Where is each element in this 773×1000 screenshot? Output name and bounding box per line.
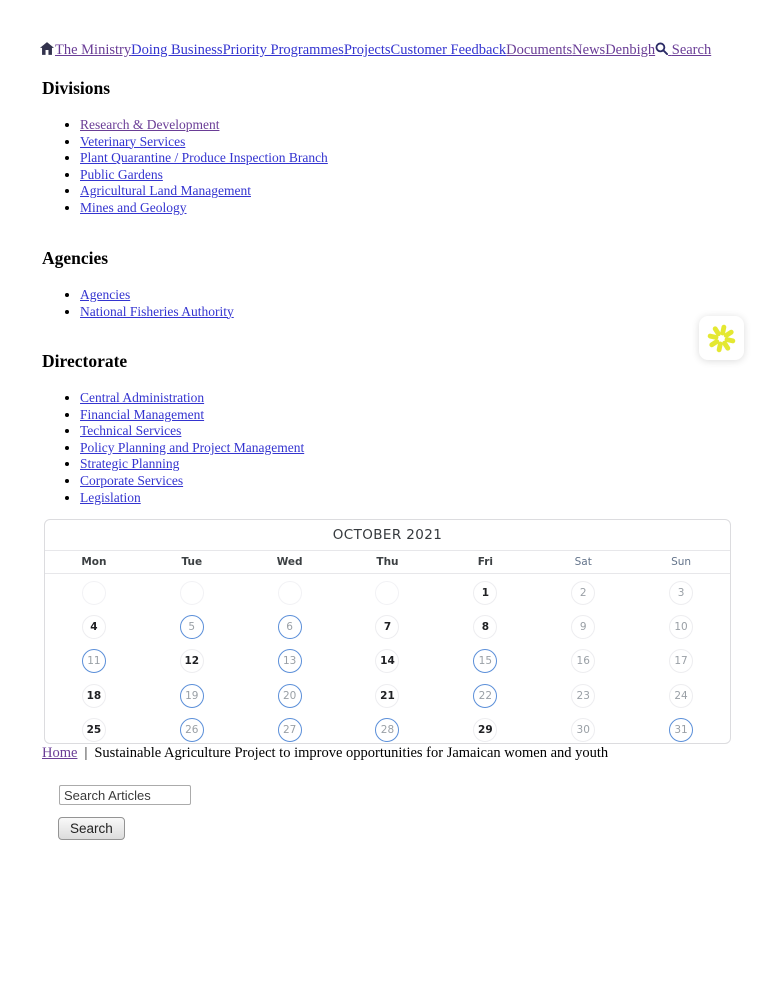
nav-link-denbigh[interactable]: Denbigh: [605, 42, 656, 58]
weekday-sun: Sun: [671, 556, 692, 568]
calendar-day-23: 23: [571, 684, 595, 708]
section-divisions: [42, 78, 328, 217]
list-item: [80, 407, 304, 424]
section-title: Directorate: [42, 351, 128, 371]
link-mines-and-geology[interactable]: Mines and Geology: [80, 199, 187, 215]
calendar-day-empty: [375, 581, 399, 605]
calendar-day-21: 21: [375, 684, 399, 708]
nav-link-priority-programmes[interactable]: Priority Programmes: [222, 42, 344, 58]
calendar-day-11[interactable]: 11: [82, 649, 106, 673]
link-technical-services[interactable]: Technical Services: [80, 423, 182, 439]
section-directorate: [42, 351, 304, 506]
link-veterinary-services[interactable]: Veterinary Services: [80, 133, 186, 149]
calendar-day-31[interactable]: 31: [669, 718, 693, 742]
calendar-day-16: 16: [571, 649, 595, 673]
link-legislation[interactable]: Legislation: [80, 489, 141, 505]
section-agencies: [42, 248, 234, 320]
link-strategic-planning[interactable]: Strategic Planning: [80, 456, 180, 472]
calendar-day-29: 29: [473, 718, 497, 742]
page-title: Sustainable Agriculture Project to improve opportunities for Jamaican women and youth: [94, 745, 609, 761]
link-central-administration[interactable]: Central Administration: [80, 390, 205, 405]
main-nav: [40, 42, 743, 59]
calendar-day-12: 12: [180, 649, 204, 673]
weekday-tue: Tue: [181, 556, 203, 568]
list-item: [80, 490, 304, 507]
list-item: [80, 150, 328, 167]
list-item: [80, 423, 304, 440]
nav-link-projects[interactable]: Projects: [343, 42, 391, 58]
calendar-day-28[interactable]: 28: [375, 718, 399, 742]
calendar-day-7: 7: [375, 615, 399, 639]
calendar-day-25: 25: [82, 718, 106, 742]
calendar-day-5[interactable]: 5: [180, 615, 204, 639]
calendar-day-3: 3: [669, 581, 693, 605]
nav-link-doing-business[interactable]: Doing Business: [131, 42, 223, 58]
weekday-wed: Wed: [276, 556, 303, 568]
list-item: [80, 287, 234, 304]
calendar-day-18: 18: [82, 684, 106, 708]
events-calendar: [44, 519, 731, 744]
nav-link-news[interactable]: News: [572, 42, 606, 58]
home-link[interactable]: [40, 42, 54, 58]
nav-link-documents[interactable]: Documents: [506, 42, 573, 58]
list-item: [80, 440, 304, 457]
calendar-day-9: 9: [571, 615, 595, 639]
calendar-day-empty: [82, 581, 106, 605]
calendar-day-26[interactable]: 26: [180, 718, 204, 742]
list-item: [80, 117, 328, 134]
calendar-weekday-row: [45, 551, 730, 574]
calendar-day-17: 17: [669, 649, 693, 673]
link-agencies[interactable]: Agencies: [80, 287, 131, 302]
breadcrumb-separator: |: [84, 745, 88, 761]
link-financial-management[interactable]: Financial Management: [80, 406, 205, 422]
calendar-day-4: 4: [82, 615, 106, 639]
search-articles-input[interactable]: [59, 785, 191, 805]
section-list: [42, 117, 328, 217]
house-icon: [40, 42, 54, 55]
section-list: [42, 287, 234, 320]
section-list: [42, 390, 304, 506]
link-research-development[interactable]: Research & Development: [80, 117, 220, 132]
list-item: [80, 473, 304, 490]
weekday-mon: Mon: [81, 556, 107, 568]
calendar-day-8: 8: [473, 615, 497, 639]
calendar-day-13[interactable]: 13: [278, 649, 302, 673]
accessibility-widget-button[interactable]: [699, 316, 744, 360]
link-corporate-services[interactable]: Corporate Services: [80, 472, 184, 488]
link-policy-planning-and-project-management[interactable]: Policy Planning and Project Management: [80, 439, 305, 455]
list-item: [80, 304, 234, 321]
breadcrumb-home-link[interactable]: Home: [42, 745, 78, 761]
calendar-day-19[interactable]: 19: [180, 684, 204, 708]
search-icon: [655, 42, 668, 55]
calendar-day-10: 10: [669, 615, 693, 639]
list-item: [80, 456, 304, 473]
weekday-sat: Sat: [574, 556, 592, 568]
calendar-day-24: 24: [669, 684, 693, 708]
calendar-day-14: 14: [375, 649, 399, 673]
link-national-fisheries-authority[interactable]: National Fisheries Authority: [80, 303, 234, 319]
link-agricultural-land-management[interactable]: Agricultural Land Management: [80, 183, 251, 199]
calendar-day-1: 1: [473, 581, 497, 605]
search-button[interactable]: Search: [58, 817, 125, 840]
list-item: [80, 167, 328, 184]
list-item: [80, 390, 304, 407]
calendar-day-20[interactable]: 20: [278, 684, 302, 708]
weekday-thu: Thu: [376, 556, 399, 568]
calendar-title: OCTOBER 2021: [45, 520, 730, 551]
calendar-day-empty: [180, 581, 204, 605]
asterisk-icon: [706, 323, 737, 354]
main-nav-links: [55, 42, 711, 58]
list-item: [80, 200, 328, 217]
calendar-grid: [45, 574, 730, 747]
nav-link-customer-feedback[interactable]: Customer Feedback: [390, 42, 507, 58]
list-item: [80, 134, 328, 151]
breadcrumb: [42, 745, 608, 762]
section-title: Divisions: [42, 78, 111, 98]
section-title: Agencies: [42, 248, 109, 268]
list-item: [80, 183, 328, 200]
weekday-fri: Fri: [477, 556, 493, 568]
link-public-gardens[interactable]: Public Gardens: [80, 166, 163, 182]
calendar-day-6[interactable]: 6: [278, 615, 302, 639]
link-plant-quarantine-produce-inspection-branch[interactable]: Plant Quarantine / Produce Inspection Branch: [80, 150, 328, 166]
calendar-day-27[interactable]: 27: [278, 718, 302, 742]
calendar-day-2: 2: [571, 581, 595, 605]
calendar-day-empty: [278, 581, 302, 605]
nav-link-the-ministry[interactable]: The Ministry: [55, 42, 132, 58]
nav-link-search[interactable]: Search: [655, 42, 711, 58]
calendar-day-30: 30: [571, 718, 595, 742]
calendar-day-22[interactable]: 22: [473, 684, 497, 708]
calendar-day-15[interactable]: 15: [473, 649, 497, 673]
